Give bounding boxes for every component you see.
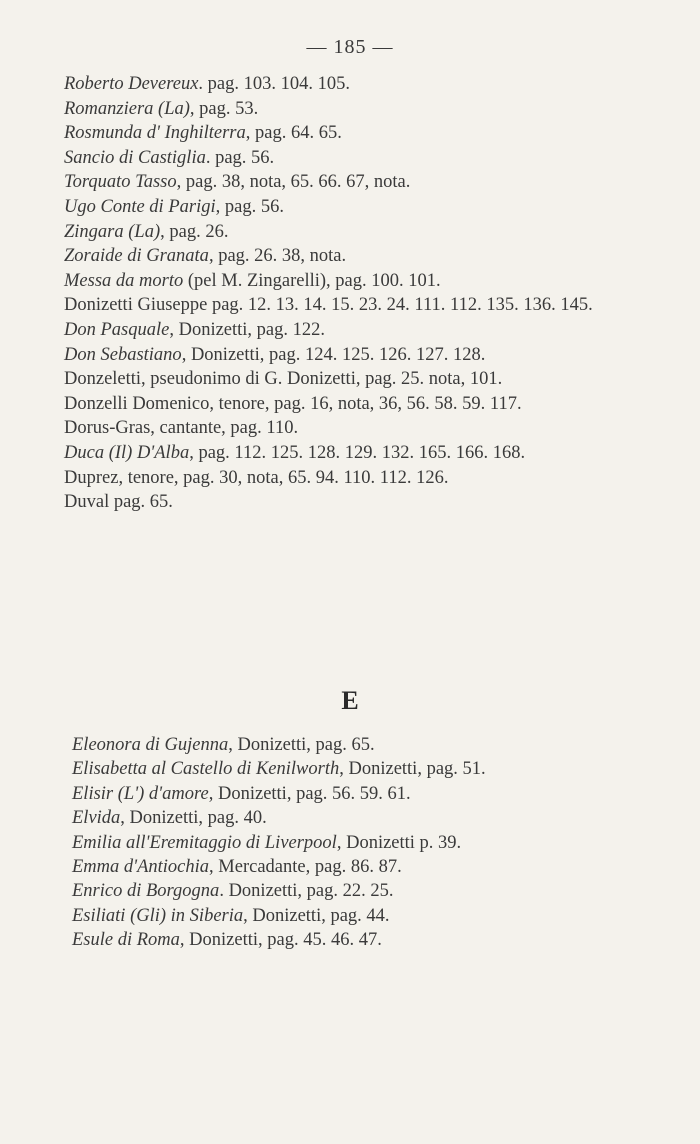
entry-title: Emma d'Antiochia <box>72 857 210 878</box>
index-entry <box>64 416 604 441</box>
entry-refs: , Mercadante, pag. 86. 87. <box>209 857 402 878</box>
entry-title: Romanziera (La) <box>64 98 190 119</box>
entry-refs: , Donizetti, pag. 56. 59. 61. <box>208 783 411 804</box>
entry-refs: , pag. 53. <box>189 98 259 119</box>
entry-refs: Dorus-Gras, cantante, pag. 110. <box>64 418 299 439</box>
entry-title: Ugo Conte di Parigi <box>64 196 216 217</box>
index-entry <box>64 97 604 122</box>
entry-title: Rosmunda d' Inghilterra <box>64 123 246 144</box>
index-entry <box>64 466 604 491</box>
entry-title: Eleonora di Gujenna <box>72 735 229 755</box>
index-entry <box>72 782 612 806</box>
entry-title: Elvida <box>72 808 121 829</box>
index-entry <box>64 441 604 466</box>
entry-title: Roberto Devereux <box>64 74 199 94</box>
entry-refs: , pag. 38, nota, 65. 66. 67, nota. <box>176 172 411 193</box>
index-entry <box>64 343 604 368</box>
entry-title: Messa da morto <box>64 270 184 291</box>
entry-refs: , Donizetti, pag. 45. 46. 47. <box>179 930 382 951</box>
index-entry <box>64 170 604 195</box>
index-entry <box>64 318 604 343</box>
entry-refs: Donzeletti, pseudonimo di G. Donizetti, pag. 25. nota, 101. <box>64 369 503 390</box>
entry-title: Don Pasquale <box>64 319 170 340</box>
index-entry <box>72 806 612 830</box>
entry-title: Esule di Roma <box>72 930 180 951</box>
index-entry <box>64 220 604 245</box>
index-entries-e <box>72 733 612 953</box>
entry-refs: , pag. 64. 65. <box>245 123 342 144</box>
entry-refs: , Donizetti, pag. 122. <box>169 319 326 340</box>
entry-refs: , Donizetti p. 39. <box>336 832 462 853</box>
index-entry <box>72 733 612 757</box>
entry-refs: , Donizetti, pag. 124. 125. 126. 127. 128. <box>181 344 486 365</box>
entry-title: Elisir (L') d'amore <box>72 783 209 804</box>
entry-refs: , pag. 56. <box>215 196 284 217</box>
entry-title: Enrico di Borgogna <box>72 881 220 902</box>
entry-refs: Duval pag. 65. <box>64 492 173 513</box>
entry-refs: , Donizetti, pag. 65. <box>228 735 375 755</box>
index-entry <box>64 269 604 294</box>
entry-title: Emilia all'Eremitaggio di Liverpool <box>72 832 337 853</box>
index-entry <box>72 855 612 879</box>
index-entry <box>64 490 604 515</box>
entry-refs: Donzelli Domenico, tenore, pag. 16, nota, 36, 56. 58. 59. 117. <box>64 393 522 414</box>
index-entry <box>64 293 604 318</box>
entry-refs: , Donizetti, pag. 40. <box>120 808 267 829</box>
entry-refs: , pag. 112. 125. 128. 129. 132. 165. 166. 168. <box>189 442 526 463</box>
entry-title: Elisabetta al Castello di Kenilworth <box>72 759 340 780</box>
entry-title: Torquato Tasso <box>64 172 177 193</box>
entry-refs: , Donizetti, pag. 51. <box>339 759 486 780</box>
section-letter-heading: E <box>341 686 359 715</box>
index-entry <box>72 928 612 952</box>
entry-refs: . pag. 56. <box>205 147 275 168</box>
index-entry <box>72 757 612 781</box>
index-entry <box>64 146 604 171</box>
entry-title: Zingara (La) <box>64 221 161 242</box>
entry-refs: Duprez, tenore, pag. 30, nota, 65. 94. 110. 112. 126. <box>64 467 449 488</box>
index-entry <box>64 195 604 220</box>
entry-refs: , pag. 26. <box>160 221 229 242</box>
entry-refs: (pel M. Zingarelli), pag. 100. 101. <box>183 270 441 291</box>
index-entry <box>72 904 612 928</box>
entry-title: Sancio di Castiglia <box>64 147 206 168</box>
page-number: — 185 — <box>306 36 394 58</box>
entry-refs: . pag. 103. 104. 105. <box>198 74 350 94</box>
entry-title: Zoraide di Granata <box>64 246 209 267</box>
index-entry <box>72 879 612 903</box>
index-entry <box>64 367 604 392</box>
entry-refs: . Donizetti, pag. 22. 25. <box>219 881 394 902</box>
index-entry <box>64 244 604 269</box>
entry-refs: , pag. 26. 38, nota. <box>208 246 347 267</box>
entry-refs: Donizetti Giuseppe pag. 12. 13. 14. 15. 23. 24. 111. 112. 135. 136. 145. <box>64 295 593 316</box>
index-entry <box>64 72 604 97</box>
entry-title: Esiliati (Gli) in Siberia <box>72 905 244 926</box>
index-entry <box>72 831 612 855</box>
index-entry <box>64 392 604 417</box>
index-entry <box>64 121 604 146</box>
index-entries <box>64 72 604 515</box>
entry-title: Duca (Il) D'Alba <box>64 442 190 463</box>
entry-refs: , Donizetti, pag. 44. <box>243 905 390 926</box>
entry-title: Don Sebastiano <box>64 344 182 365</box>
